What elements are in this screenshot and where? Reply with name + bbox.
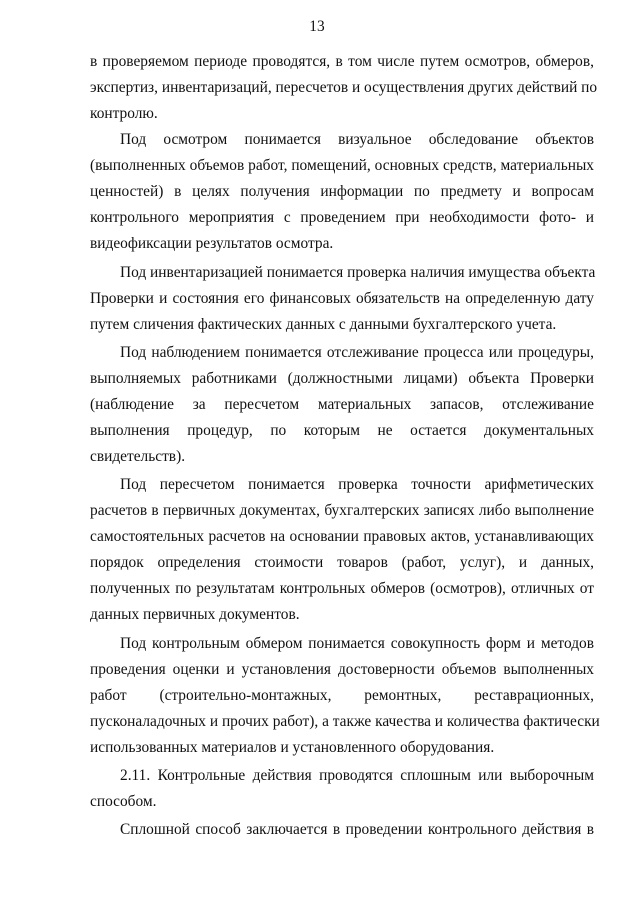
text-line: Под наблюдением понимается отслеживание процесса или процедуры, [120,344,594,361]
text-line: в проверяемом периоде проводятся, в том числе путем осмотров, обмеров, [90,53,594,70]
text-line: полученных по результатам контрольных обмеров (осмотров), отличных от [90,580,594,597]
text-line: Под пересчетом понимается проверка точности арифметических [120,476,594,493]
text-line: Под контрольным обмером понимается совокупность форм и методов [120,635,594,652]
text-line: Сплошной способ заключается в проведении контрольного действия в [120,821,594,838]
text-line: расчетов в первичных документах, бухгалтерских записях либо выполнение [90,502,594,519]
text-line: (выполненных объемов работ, помещений, основных средств, материальных [90,157,594,174]
text-line: порядок определения стоимости товаров (работ, услуг), и данных, [90,554,594,571]
text-line: данных первичных документов. [90,606,300,623]
page-number: 13 [309,18,325,35]
text-line: Под инвентаризацией понимается проверка наличия имущества объекта [120,264,596,281]
text-line: 2.11. Контрольные действия проводятся сплошным или выборочным [120,767,594,784]
text-line: путем сличения фактических данных с данными бухгалтерского учета. [90,316,557,333]
text-line: использованных материалов и установленного оборудования. [90,739,495,756]
text-line: видеофиксации результатов осмотра. [90,235,334,252]
text-line: работ (строительно-монтажных, ремонтных, реставрационных, [90,687,594,704]
text-line: (наблюдение за пересчетом материальных запасов, отслеживание [90,396,594,413]
text-line: выполнения процедур, по которым не остается документальных [90,422,594,439]
text-line: Под осмотром понимается визуальное обследование объектов [120,131,594,148]
text-line: самостоятельных расчетов на основании правовых актов, устанавливающих [90,528,594,545]
text-line: Проверки и состояния его финансовых обязательств на определенную дату [90,290,594,307]
text-line: способом. [90,793,157,810]
text-line: контрольного мероприятия с проведением при необходимости фото- и [90,209,594,226]
text-line: проведения оценки и установления достоверности объемов выполненных [90,661,594,678]
text-line: ценностей) в целях получения информации по предмету и вопросам [90,183,594,200]
text-line: экспертиз, инвентаризаций, пересчетов и осуществления других действий по [90,79,598,96]
text-line: контролю. [90,105,158,122]
text-line: пусконаладочных и прочих работ), а также качества и количества фактически [90,713,600,730]
text-line: выполняемых работниками (должностными лицами) объекта Проверки [90,370,594,387]
text-line: свидетельств). [90,448,186,465]
